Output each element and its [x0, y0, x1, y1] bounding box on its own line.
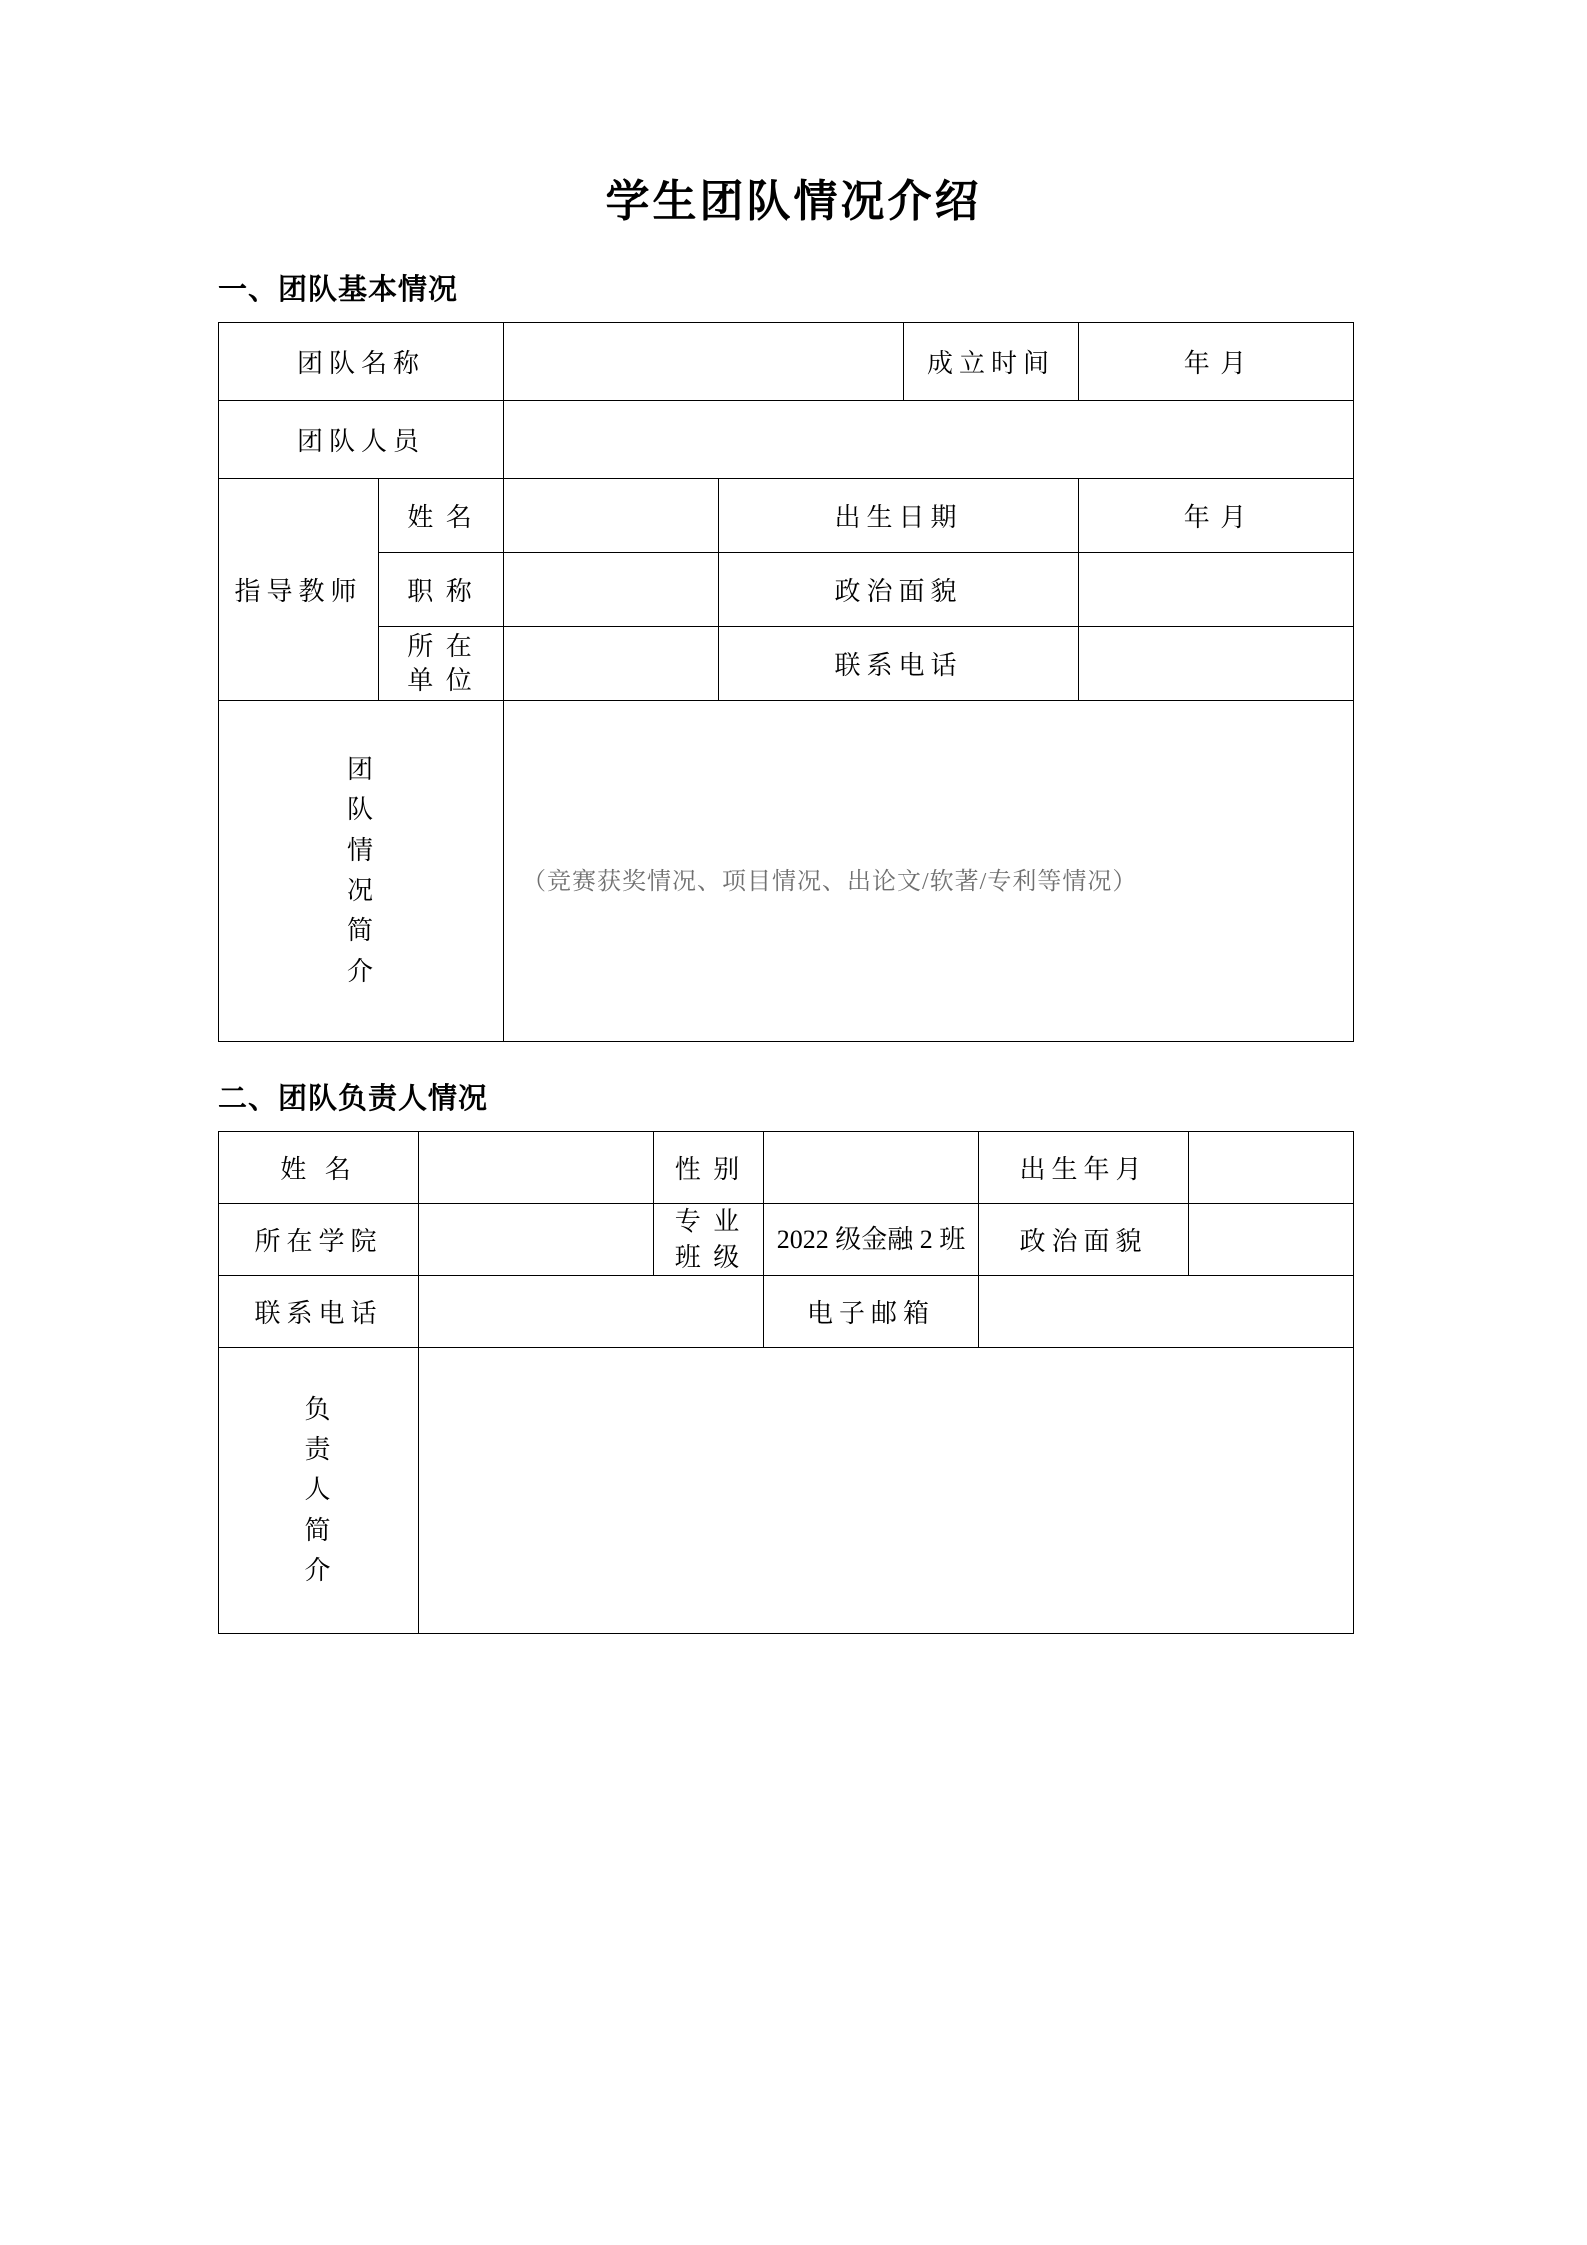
label-advisor-unit — [379, 627, 504, 701]
page-title: 学生团队情况介绍 — [605, 177, 982, 226]
team-leader-table — [218, 1131, 1354, 1634]
table-row — [219, 1204, 1354, 1276]
table-row — [219, 701, 1354, 1042]
field-team-intro[interactable] — [504, 701, 1354, 1042]
label-leader-intro-char: 介 — [304, 1555, 333, 1585]
label-leader-phone: 联系电话 — [219, 1276, 419, 1348]
table-row — [219, 479, 1354, 553]
field-leader-email[interactable] — [979, 1276, 1354, 1348]
label-team-name: 团队名称 — [219, 323, 504, 401]
table-row — [219, 323, 1354, 401]
label-team-intro-char: 团 — [347, 755, 376, 785]
table-row — [219, 627, 1354, 701]
label-advisor-unit-line1: 所 在 — [407, 631, 475, 661]
label-advisor-name: 姓 名 — [379, 479, 504, 553]
field-leader-intro[interactable] — [419, 1348, 1354, 1634]
label-team-intro-char: 介 — [347, 956, 376, 986]
label-leader-birth-ym: 出生年月 — [979, 1132, 1189, 1204]
field-team-members[interactable] — [504, 401, 1354, 479]
table-row — [219, 401, 1354, 479]
label-team-intro-char: 队 — [347, 795, 376, 825]
label-team-intro-char: 况 — [347, 876, 376, 905]
table-row — [219, 1132, 1354, 1204]
label-advisor-political-status: 政治面貌 — [719, 553, 1079, 627]
field-advisor-political-status[interactable] — [1079, 553, 1354, 627]
team-intro-hint: （竞赛获奖情况、项目情况、出论文/软著/专利等情况） — [522, 868, 1138, 895]
label-advisor-phone: 联系电话 — [719, 627, 1079, 701]
label-leader-intro-char: 简 — [304, 1515, 333, 1545]
field-leader-birth-ym[interactable] — [1189, 1132, 1354, 1204]
field-leader-college[interactable] — [419, 1204, 654, 1276]
label-found-time: 成立时间 — [904, 323, 1079, 401]
field-leader-gender[interactable] — [764, 1132, 979, 1204]
team-basic-table — [218, 322, 1354, 1042]
table-row — [219, 553, 1354, 627]
section-heading-team-basic: 一、团队基本情况 — [218, 272, 459, 306]
section-heading-team-leader: 二、团队负责人情况 — [218, 1081, 489, 1115]
label-advisor-title: 职 称 — [379, 553, 504, 627]
label-team-intro-char: 简 — [347, 916, 376, 946]
label-leader-major-class — [654, 1204, 764, 1276]
field-advisor-title[interactable] — [504, 553, 719, 627]
field-found-time[interactable]: 年 月 — [1079, 323, 1354, 401]
field-advisor-unit[interactable] — [504, 627, 719, 701]
label-leader-major-line2: 班 级 — [674, 1242, 743, 1272]
label-leader-intro-char: 责 — [304, 1435, 333, 1465]
label-team-intro-char: 情 — [347, 835, 376, 865]
field-advisor-name[interactable] — [504, 479, 719, 553]
field-leader-phone[interactable] — [419, 1276, 764, 1348]
field-team-name[interactable] — [504, 323, 904, 401]
label-leader-college: 所在学院 — [219, 1204, 419, 1276]
label-leader-intro-char: 人 — [304, 1475, 333, 1505]
label-team-members: 团队人员 — [219, 401, 504, 479]
label-leader-intro — [219, 1348, 419, 1634]
label-leader-email: 电子邮箱 — [764, 1276, 979, 1348]
label-leader-major-line1: 专 业 — [674, 1207, 743, 1237]
field-advisor-phone[interactable] — [1079, 627, 1354, 701]
label-leader-intro-char: 负 — [304, 1394, 333, 1424]
label-advisor: 指导教师 — [219, 479, 379, 701]
field-leader-major-class[interactable]: 2022 级金融 2 班 — [764, 1204, 979, 1276]
label-leader-gender: 性 别 — [654, 1132, 764, 1204]
label-leader-political-status: 政治面貌 — [979, 1204, 1189, 1276]
table-row — [219, 1276, 1354, 1348]
label-advisor-birth-date: 出生日期 — [719, 479, 1079, 553]
field-advisor-birth-date[interactable]: 年 月 — [1079, 479, 1354, 553]
label-team-intro — [219, 701, 504, 1042]
table-row — [219, 1348, 1354, 1634]
label-advisor-unit-line2: 单 位 — [407, 665, 475, 695]
field-leader-political-status[interactable] — [1189, 1204, 1354, 1276]
field-leader-name[interactable] — [419, 1132, 654, 1204]
label-leader-name: 姓 名 — [219, 1132, 419, 1204]
